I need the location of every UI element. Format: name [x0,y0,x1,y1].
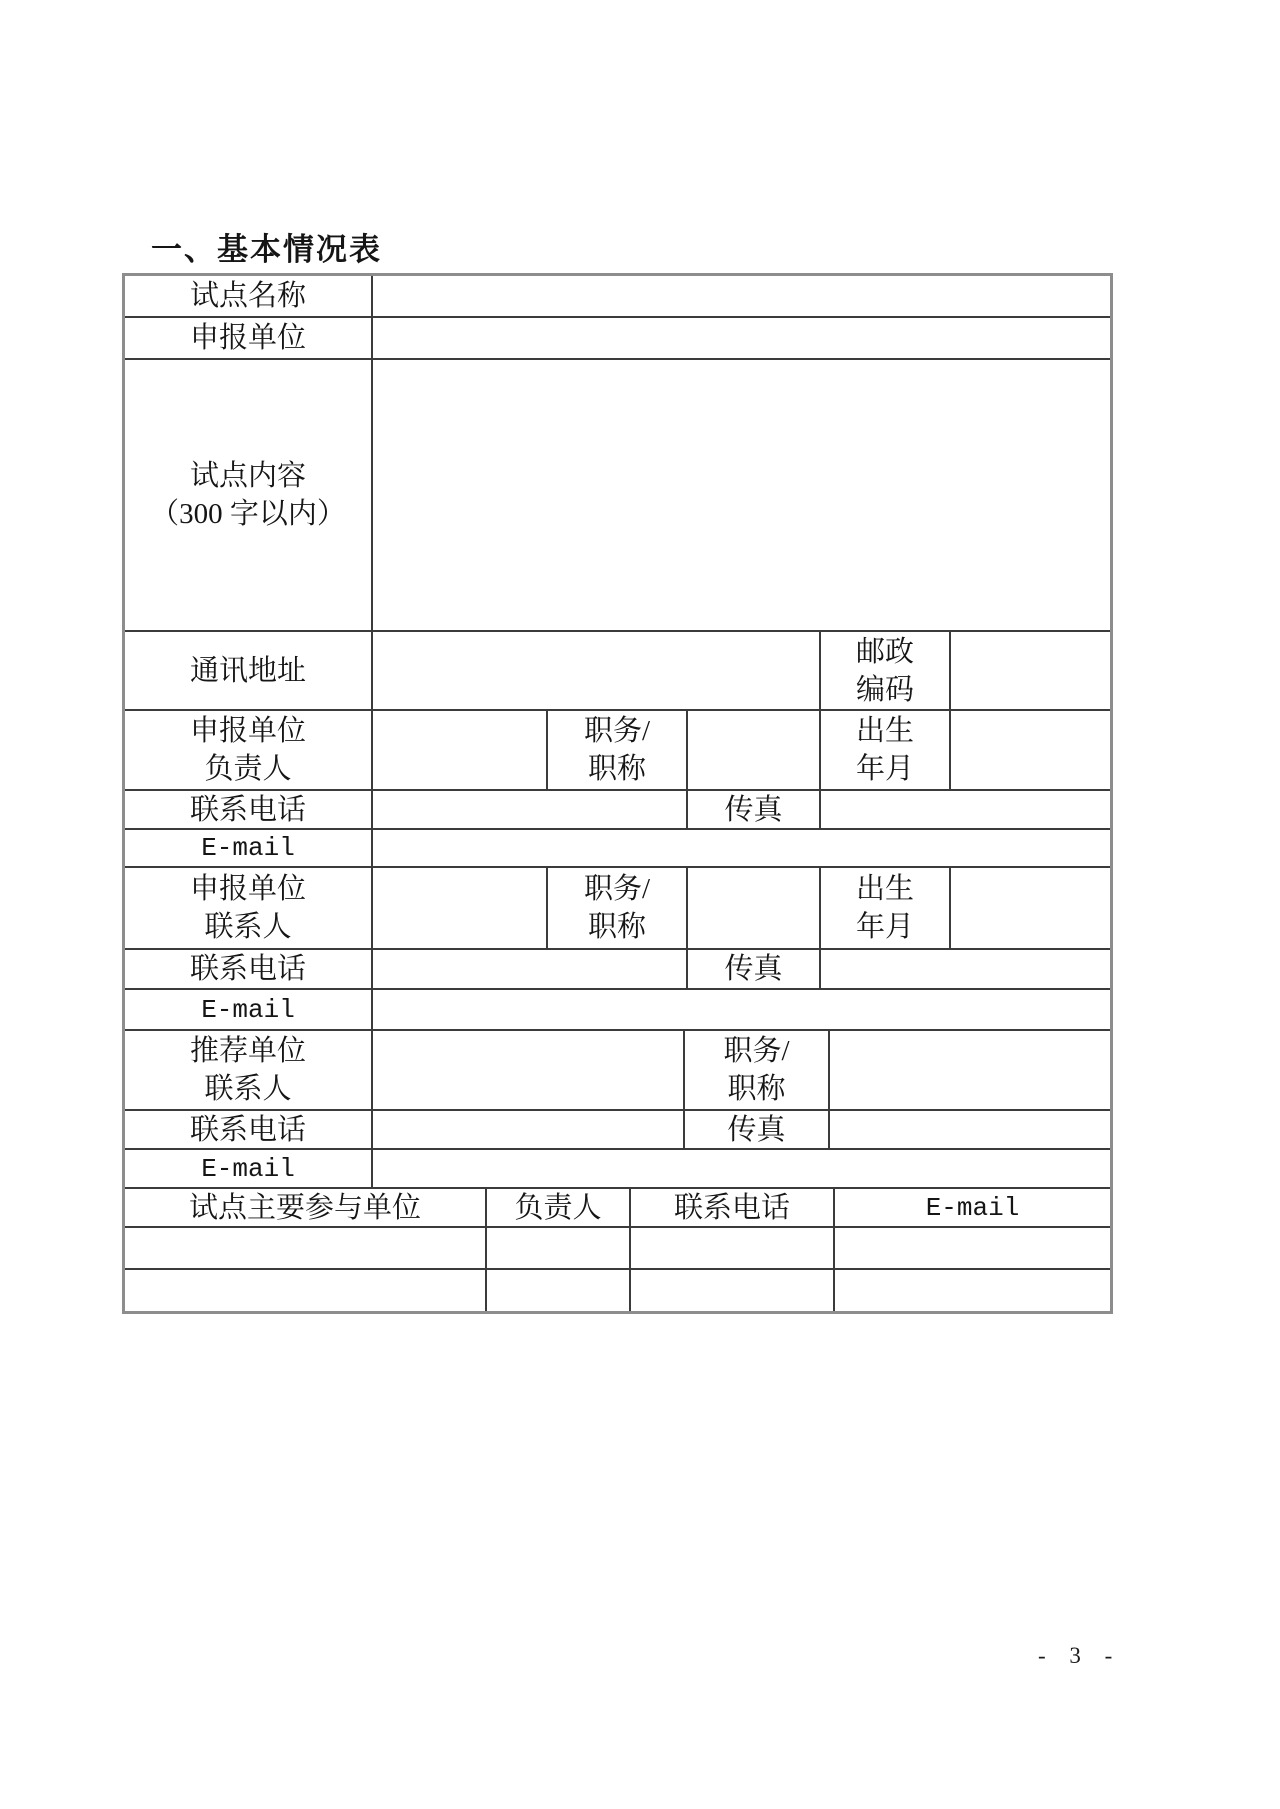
participant-row [125,1228,1110,1270]
recommender-contact-value [373,1031,685,1111]
applicant-unit-row [125,318,1110,360]
applicant-head-duty-label: 职务/ 职称 [548,711,688,791]
participant-unit-value [125,1228,487,1270]
postal-code-value [951,632,1110,711]
applicant-contact-phone-value [373,950,688,990]
applicant-contact-phone-row [125,950,1110,990]
applicant-head-fax-label: 传真 [688,791,821,830]
recommender-contact-duty-label: 职务/ 职称 [685,1031,830,1111]
applicant-contact-duty-value [688,868,821,950]
participants-header-unit: 试点主要参与单位 [125,1189,487,1228]
participant-unit-value [125,1270,487,1311]
applicant-head-phone-value [373,791,688,830]
applicant-head-row [125,711,1110,791]
applicant-contact-birth-value [951,868,1110,950]
recommender-contact-fax-value [830,1111,1110,1150]
participants-header-head: 负责人 [487,1189,631,1228]
participant-phone-value [631,1270,835,1311]
pilot-content-row [125,360,1110,632]
applicant-head-birth-label: 出生 年月 [821,711,951,791]
page-title: 一、基本情况表 [151,232,382,267]
address-row [125,632,1110,711]
basic-info-table [122,273,1113,1314]
applicant-head-birth-value [951,711,1110,791]
address-value [373,632,821,711]
applicant-head-value [373,711,548,791]
recommender-contact-phone-value [373,1111,685,1150]
applicant-contact-duty-label: 职务/ 职称 [548,868,688,950]
participant-email-value [835,1270,1110,1311]
applicant-contact-birth-label: 出生 年月 [821,868,951,950]
participant-row [125,1270,1110,1311]
applicant-head-email-value [373,830,1110,868]
recommender-contact-email-row [125,1150,1110,1189]
applicant-unit-label: 申报单位 [125,318,373,360]
participants-header-email: E-mail [835,1189,1110,1228]
pilot-name-label: 试点名称 [125,276,373,318]
participant-head-value [487,1270,631,1311]
pilot-content-value [373,360,1110,632]
applicant-head-label: 申报单位 负责人 [125,711,373,791]
applicant-head-email-label: E-mail [125,830,373,868]
participant-head-value [487,1228,631,1270]
applicant-contact-label: 申报单位 联系人 [125,868,373,950]
applicant-contact-phone-label: 联系电话 [125,950,373,990]
pilot-name-value [373,276,1110,318]
recommender-contact-row [125,1031,1110,1111]
page-number: - 3 - [1038,1643,1122,1668]
applicant-contact-email-row [125,990,1110,1031]
applicant-contact-email-value [373,990,1110,1031]
applicant-contact-value [373,868,548,950]
applicant-head-phone-label: 联系电话 [125,791,373,830]
postal-code-label: 邮政 编码 [821,632,951,711]
applicant-head-phone-row [125,791,1110,830]
recommender-contact-email-value [373,1150,1110,1189]
pilot-name-row [125,276,1110,318]
recommender-contact-email-label: E-mail [125,1150,373,1189]
address-label: 通讯地址 [125,632,373,711]
participant-email-value [835,1228,1110,1270]
recommender-contact-fax-label: 传真 [685,1111,830,1150]
applicant-head-fax-value [821,791,1110,830]
recommender-contact-phone-label: 联系电话 [125,1111,373,1150]
applicant-contact-fax-value [821,950,1110,990]
pilot-content-label: 试点内容 （300 字以内） [125,360,373,632]
applicant-contact-email-label: E-mail [125,990,373,1031]
recommender-contact-duty-value [830,1031,1110,1111]
participants-header-phone: 联系电话 [631,1189,835,1228]
applicant-head-email-row [125,830,1110,868]
participant-phone-value [631,1228,835,1270]
applicant-contact-row [125,868,1110,950]
applicant-contact-fax-label: 传真 [688,950,821,990]
recommender-contact-label: 推荐单位 联系人 [125,1031,373,1111]
applicant-head-duty-value [688,711,821,791]
recommender-contact-phone-row [125,1111,1110,1150]
applicant-unit-value [373,318,1110,360]
participants-header-row [125,1189,1110,1228]
